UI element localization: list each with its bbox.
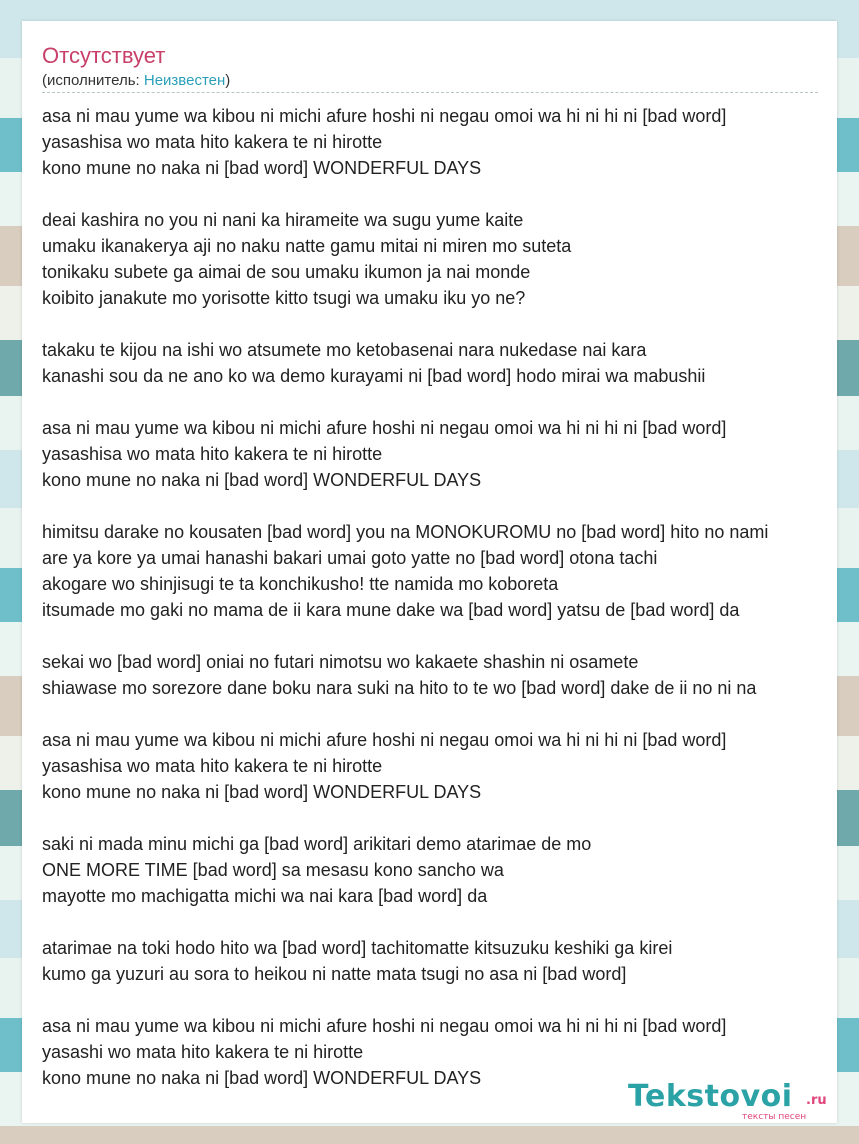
lyric-line: kono mune no naka ni [bad word] WONDERFUL DAYS [42,158,482,178]
lyric-line: koibito janakute mo yorisotte kitto tsugi wa umaku iku yo ne? [42,288,526,308]
lyric-line: umaku ikanakerya aji no naku natte gamu mitai ni miren mo suteta [42,236,572,256]
lyric-line: are ya kore ya umai hanashi bakari umai goto yatte no [bad word] otona tachi [42,548,658,568]
stanza-gap [42,311,852,337]
divider [42,92,818,93]
lyric-line: itsumade mo gaki no mama de ii kara mune dake wa [bad word] yatsu de [bad word] da [42,600,740,620]
artist-link[interactable]: Неизвестен [143,72,226,89]
lyric-line: deai kashira no you ni nani ka hirameite wa sugu yume kaite [42,210,524,230]
lyric-line: kono mune no naka ni [bad word] WONDERFUL DAYS [42,470,482,490]
logo-tld: .ru [806,1093,827,1108]
lyric-line: himitsu darake no kousaten [bad word] you na MONOKUROMU no [bad word] hito no nami [42,522,769,542]
artist-suffix: ) [225,72,231,89]
logo-main-text: Tekstovoi [628,1079,793,1114]
artist-prefix: (исполнитель: [42,72,144,89]
lyric-line: sekai wo [bad word] oniai no futari nimotsu wo kakaete shashin ni osamete [42,652,639,672]
stanza-gap [42,805,852,831]
lyric-line: asa ni mau yume wa kibou ni michi afure hoshi ni negau omoi wa hi ni hi ni [bad word] [42,1016,727,1036]
stanza-gap [42,701,852,727]
artist-line [42,71,230,91]
lyric-line: kono mune no naka ni [bad word] WONDERFUL DAYS [42,782,482,802]
site-logo[interactable] [628,1079,838,1123]
stanza-gap [42,623,852,649]
stanza-gap [42,493,852,519]
stanza-gap [42,909,852,935]
stanza-gap [42,389,852,415]
lyric-line: kanashi sou da ne ano ko wa demo kurayami ni [bad word] hodo mirai wa mabushii [42,366,706,386]
lyric-line: shiawase mo sorezore dane boku nara suki na hito to te wo [bad word] dake de ii no ni na [42,678,757,698]
stanza-gap [42,181,852,207]
lyric-line: yasashisa wo mata hito kakera te ni hirotte [42,756,383,776]
lyric-line: saki ni mada minu michi ga [bad word] arikitari demo atarimae de mo [42,834,592,854]
stanza-gap [42,987,852,1013]
song-title: Отсутствует [42,43,166,68]
lyric-line: tonikaku subete ga aimai de sou umaku ikumon ja nai monde [42,262,531,282]
lyric-line: takaku te kijou na ishi wo atsumete mo ketobasenai nara nukedase nai kara [42,340,647,360]
logo-tagline: тексты песен [742,1112,807,1122]
lyric-line: akogare wo shinjisugi te ta konchikusho! tte namida mo koboreta [42,574,559,594]
lyric-line: asa ni mau yume wa kibou ni michi afure hoshi ni negau omoi wa hi ni hi ni [bad word] [42,418,727,438]
lyric-line: asa ni mau yume wa kibou ni michi afure hoshi ni negau omoi wa hi ni hi ni [bad word] [42,730,727,750]
lyric-line: kumo ga yuzuri au sora to heikou ni natte mata tsugi no asa ni [bad word] [42,964,627,984]
lyric-line: mayotte mo machigatta michi wa nai kara [bad word] da [42,886,488,906]
lyric-line: ONE MORE TIME [bad word] sa mesasu kono sancho wa [42,860,504,880]
lyric-line: yasashi wo mata hito kakera te ni hirotte [42,1042,364,1062]
lyrics-card [22,21,837,1123]
lyrics-body [42,103,852,1091]
lyric-line: yasashisa wo mata hito kakera te ni hirotte [42,444,383,464]
lyric-line: asa ni mau yume wa kibou ni michi afure hoshi ni negau omoi wa hi ni hi ni [bad word] [42,106,727,126]
lyric-line: atarimae na toki hodo hito wa [bad word] tachitomatte kitsuzuku keshiki ga kirei [42,938,673,958]
lyric-line: kono mune no naka ni [bad word] WONDERFUL DAYS [42,1068,482,1088]
lyric-line: yasashisa wo mata hito kakera te ni hirotte [42,132,383,152]
